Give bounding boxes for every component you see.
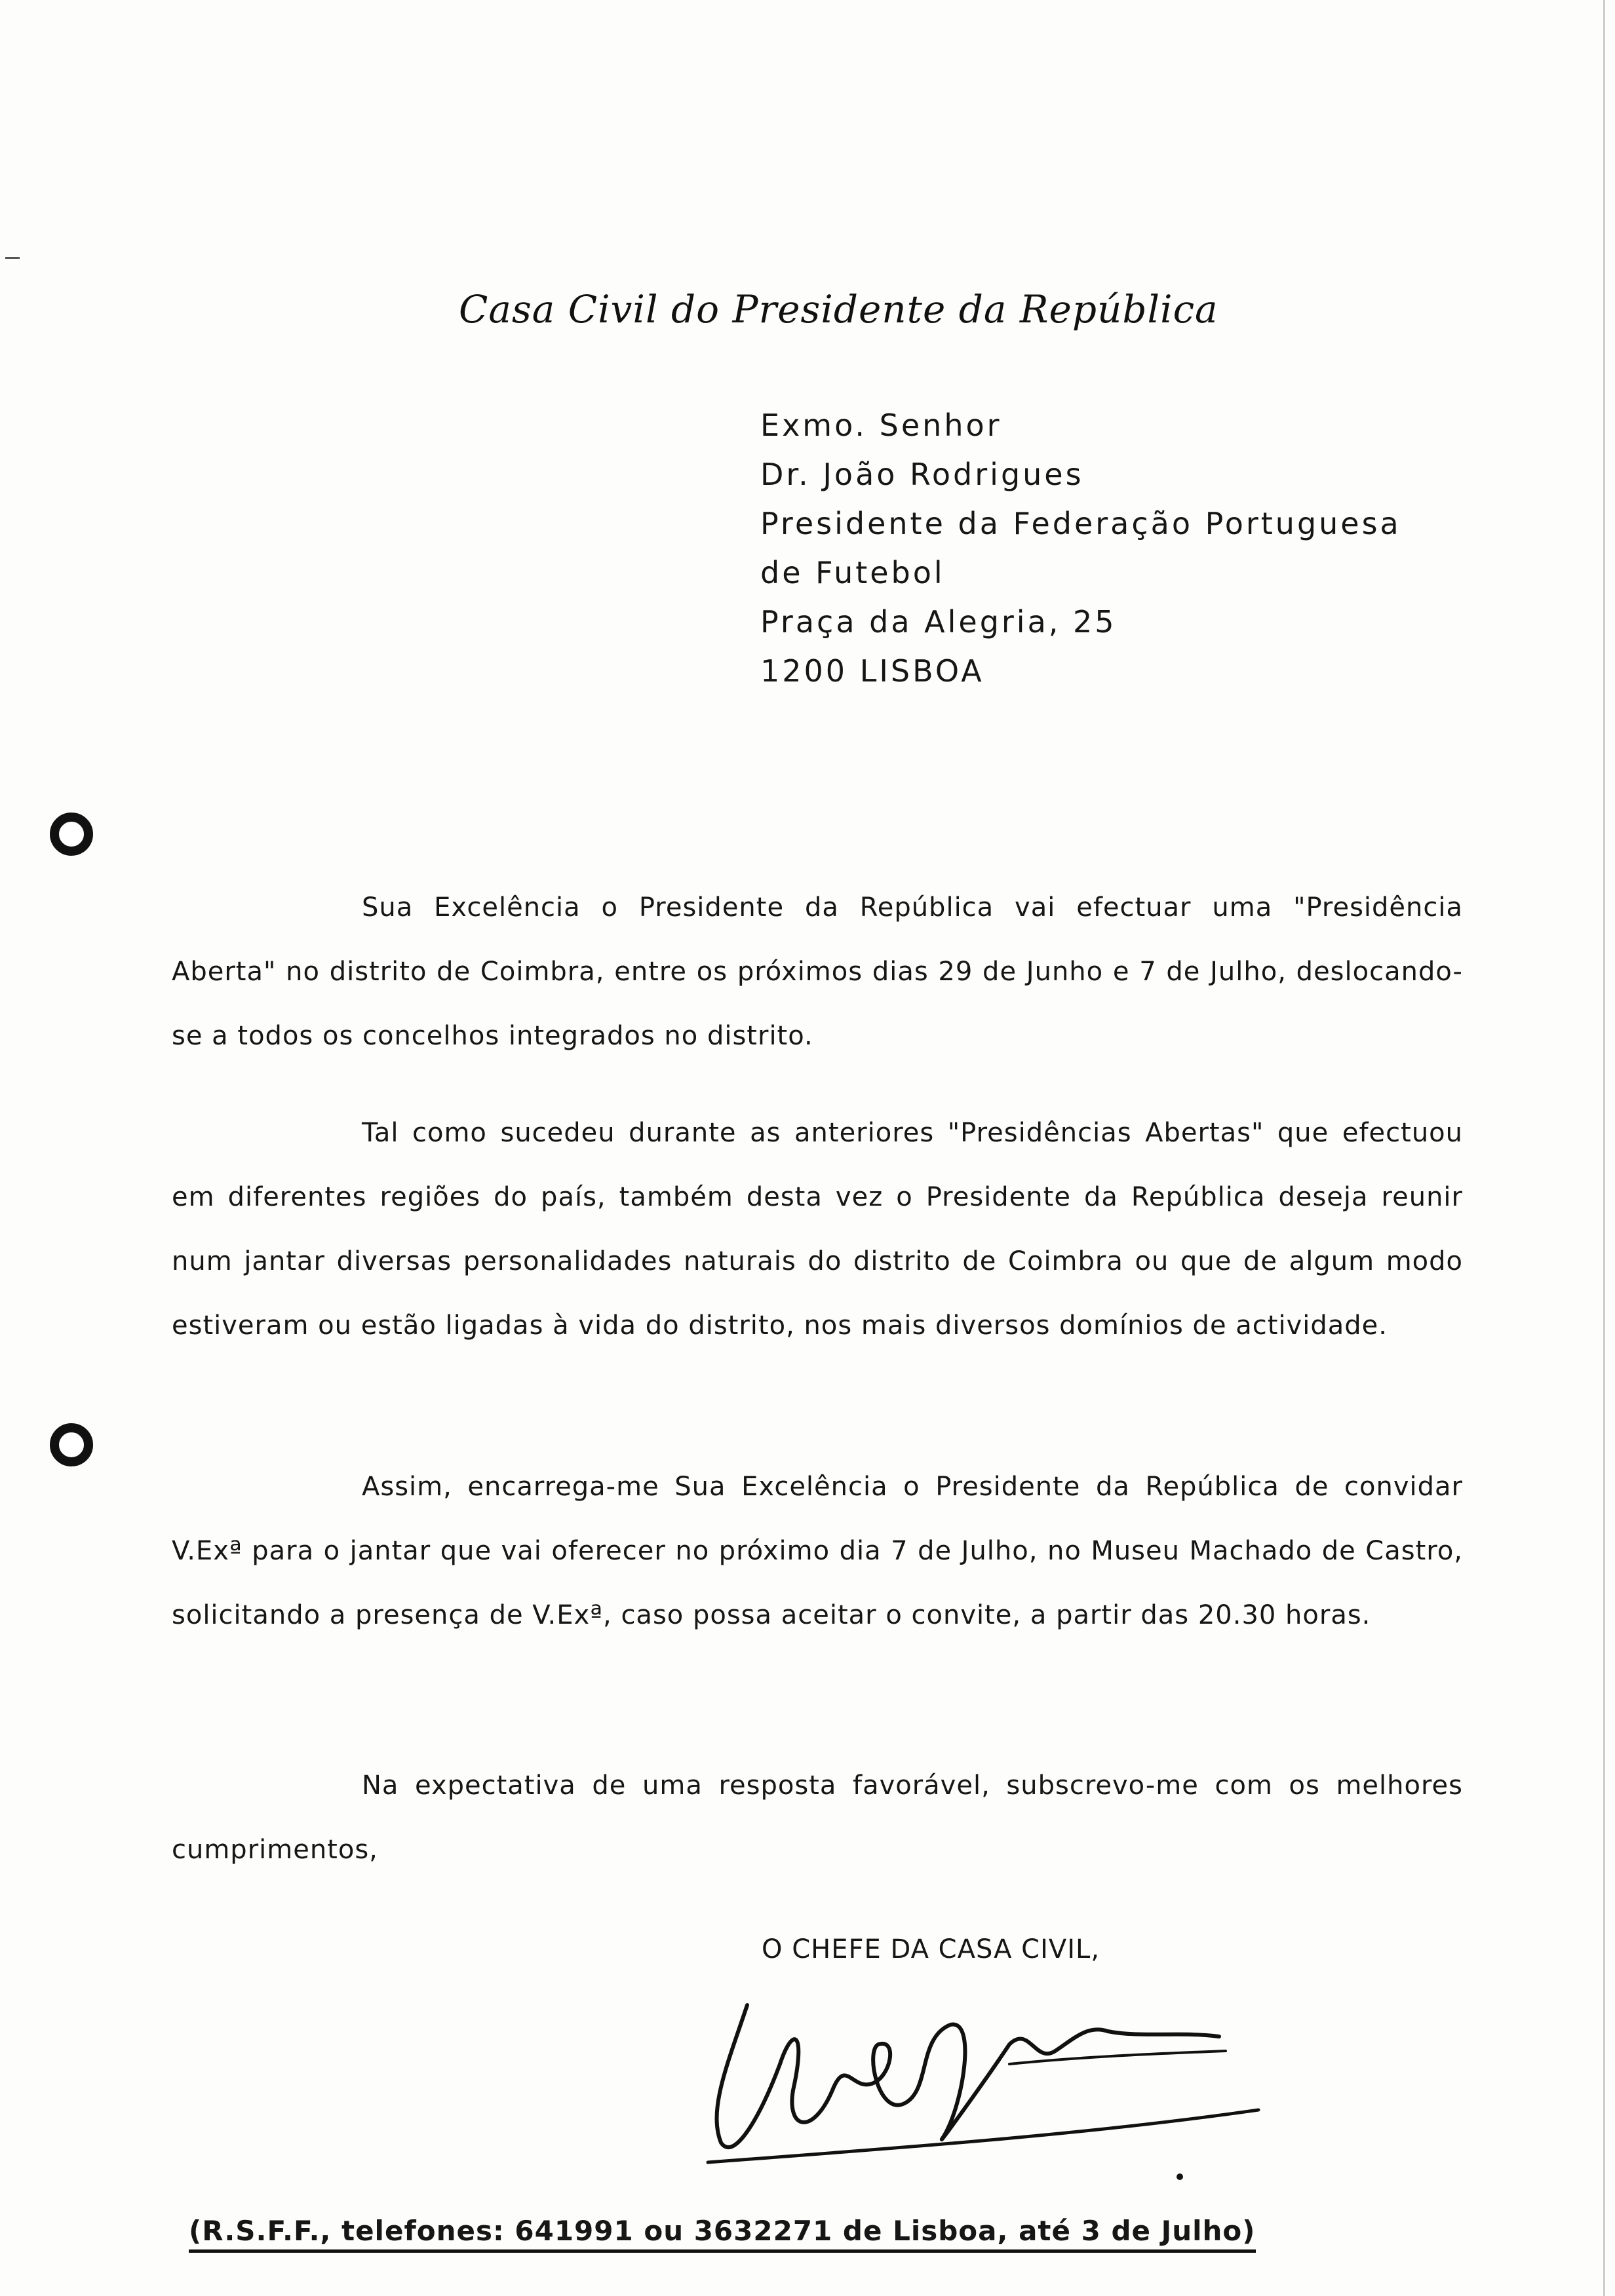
recipient-line: 1200 LISBOA [760,653,984,689]
recipient-line: Exmo. Senhor [760,408,1002,443]
closing-title: O CHEFE DA CASA CIVIL, [762,1934,1100,1964]
body-paragraph: Tal como sucedeu durante as anteriores "Presidências Abertas" que efectuou em diferentes regiões do país, também desta vez o Presidente da República deseja reunir num jantar diversas personalidades naturais do distrito de Coimbra ou que de algum modo estiveram ou estão ligadas à vida do distrito, nos mais diversos domínios de actividade. [172,1118,1463,1341]
punch-hole-bottom [50,1423,93,1466]
body-paragraph: Sua Excelência o Presidente da República vai efectuar uma "Presidência Aberta" no distrito de Coimbra, entre os próximos dias 29 de Junho e 7 de Julho, deslocando-se a todos os concelhos integrados no distrito. [172,892,1463,1051]
punch-hole-top [50,813,93,856]
body-paragraph: Assim, encarrega-me Sua Excelência o Presidente da República de convidar V.Exª para o jantar que vai oferecer no próximo dia 7 de Julho, no Museu Machado de Castro, solicitando a presença de V.Exª, caso possa aceitar o convite, a partir das 20.30 horas. [172,1472,1463,1630]
recipient-line: Praça da Alegria, 25 [760,604,1117,640]
scan-edge [1603,0,1605,2296]
letterhead: Casa Civil do Presidente da República [459,287,1218,332]
footer-note: (R.S.F.F., telefones: 641991 ou 3632271 de Lisboa, até 3 de Julho) [189,2215,1256,2253]
recipient-line: Presidente da Federação Portuguesa [760,506,1401,541]
recipient-address [760,401,1401,696]
body-paragraph: Na expectativa de uma resposta favorável, subscrevo-me com os melhores cumprimentos, [172,1770,1463,1865]
recipient-line: de Futebol [760,555,945,590]
recipient-line: Dr. João Rodrigues [760,457,1084,492]
scan-mark [5,257,20,259]
signature [682,1985,1285,2182]
